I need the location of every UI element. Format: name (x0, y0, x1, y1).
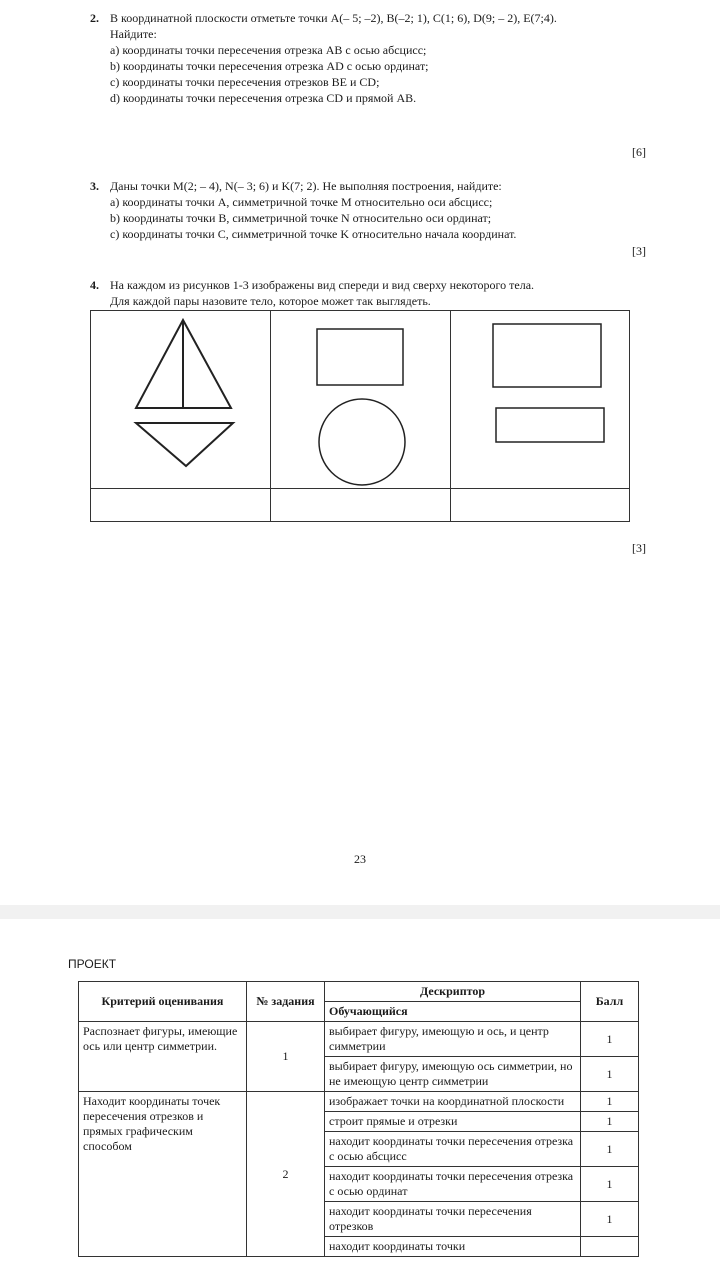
task-2-item-c: c) координаты точки пересечения отрезков BE и CD; (110, 75, 380, 89)
descriptor-cell: находит координаты точки пересечения отрезков (325, 1202, 581, 1237)
table-row (79, 1022, 639, 1057)
descriptor-cell: строит прямые и отрезки (325, 1112, 581, 1132)
figure-2-cylinder-views (317, 329, 405, 485)
box-top-view (496, 408, 604, 442)
figure-3-box-views (493, 324, 604, 442)
table-header-row (79, 982, 639, 1002)
page-number: 23 (354, 852, 366, 866)
points-cell: 1 (581, 1132, 639, 1167)
criteria-table (78, 981, 639, 1257)
points-cell: 1 (581, 1112, 639, 1132)
header-task-number: № задания (247, 982, 325, 1022)
task-2-item-b: b) координаты точки пересечения отрезка AD с осью ординат; (110, 59, 429, 73)
task-number-cell: 1 (247, 1022, 325, 1092)
task-2-item-d: d) координаты точки пересечения отрезка CD и прямой AB. (110, 91, 417, 105)
header-descriptor: Дескриптор (325, 982, 581, 1002)
descriptor-cell: находит координаты точки (325, 1237, 581, 1257)
descriptor-cell: изображает точки на координатной плоскости (325, 1092, 581, 1112)
header-learner: Обучающийся (325, 1002, 581, 1022)
task-4-score: [3] (632, 541, 646, 555)
points-cell: 1 (581, 1022, 639, 1057)
criterion-cell: Находит координаты точек пересечения отрезков и прямых графическим способом (79, 1092, 247, 1257)
figure-table (90, 310, 630, 522)
task-3-item-b: b) координаты точки B, симметричной точке N относительно оси ординат; (110, 211, 492, 225)
task-number-cell: 2 (247, 1092, 325, 1257)
table-divider (91, 488, 629, 489)
task-2-intro: В координатной плоскости отметьте точки A(– 5; –2), B(–2; 1), C(1; 6), D(9; – 2), E(7;4). (110, 11, 557, 25)
page-separator (0, 905, 720, 919)
task-4-line-2: Для каждой пары назовите тело, которое может так выглядеть. (110, 294, 431, 308)
criterion-cell: Распознает фигуры, имеющие ось или центр симметрии. (79, 1022, 247, 1092)
figure-drawings (91, 311, 629, 487)
points-cell: 1 (581, 1167, 639, 1202)
figure-1-cone-views (136, 320, 233, 466)
task-4-line-1: На каждом из рисунков 1-3 изображены вид спереди и вид сверху некоторого тела. (110, 278, 535, 292)
task-3-intro: Даны точки M(2; – 4), N(– 3; 6) и K(7; 2). Не выполняя построения, найдите: (110, 179, 502, 193)
box-front-view (493, 324, 601, 387)
task-3 (90, 178, 650, 242)
task-3-item-a: a) координаты точки A, симметричной точке M относительно оси абсцисс; (110, 195, 493, 209)
descriptor-cell: выбирает фигуру, имеющую и ось, и центр симметрии (325, 1022, 581, 1057)
task-4 (90, 277, 650, 309)
table-row (79, 1092, 639, 1112)
task-2-item-a: a) координаты точки пересечения отрезка AB с осью абсцисс; (110, 43, 427, 57)
task-3-number: 3. (90, 179, 99, 193)
task-2-number: 2. (90, 11, 99, 25)
points-cell: 1 (581, 1092, 639, 1112)
points-cell: 1 (581, 1202, 639, 1237)
cylinder-top-view (319, 399, 405, 485)
descriptor-cell: находит координаты точки пересечения отрезка с осью ординат (325, 1167, 581, 1202)
descriptor-cell: находит координаты точки пересечения отрезка с осью абсцисс (325, 1132, 581, 1167)
cone-top-view (136, 423, 233, 466)
header-criterion: Критерий оценивания (79, 982, 247, 1022)
cylinder-front-view (317, 329, 403, 385)
task-3-score: [3] (632, 244, 646, 258)
task-2 (90, 10, 650, 106)
task-2-score: [6] (632, 145, 646, 159)
header-points: Балл (581, 982, 639, 1022)
task-2-find-label: Найдите: (110, 27, 157, 41)
task-4-number: 4. (90, 278, 99, 292)
task-3-item-c: c) координаты точки C, симметричной точке K относительно начала координат. (110, 227, 517, 241)
points-cell: 1 (581, 1057, 639, 1092)
descriptor-cell: выбирает фигуру, имеющую ось симметрии, но не имеющую центр симметрии (325, 1057, 581, 1092)
points-cell (581, 1237, 639, 1257)
document-page-24 (0, 919, 720, 1280)
project-label: ПРОЕКТ (68, 957, 117, 971)
